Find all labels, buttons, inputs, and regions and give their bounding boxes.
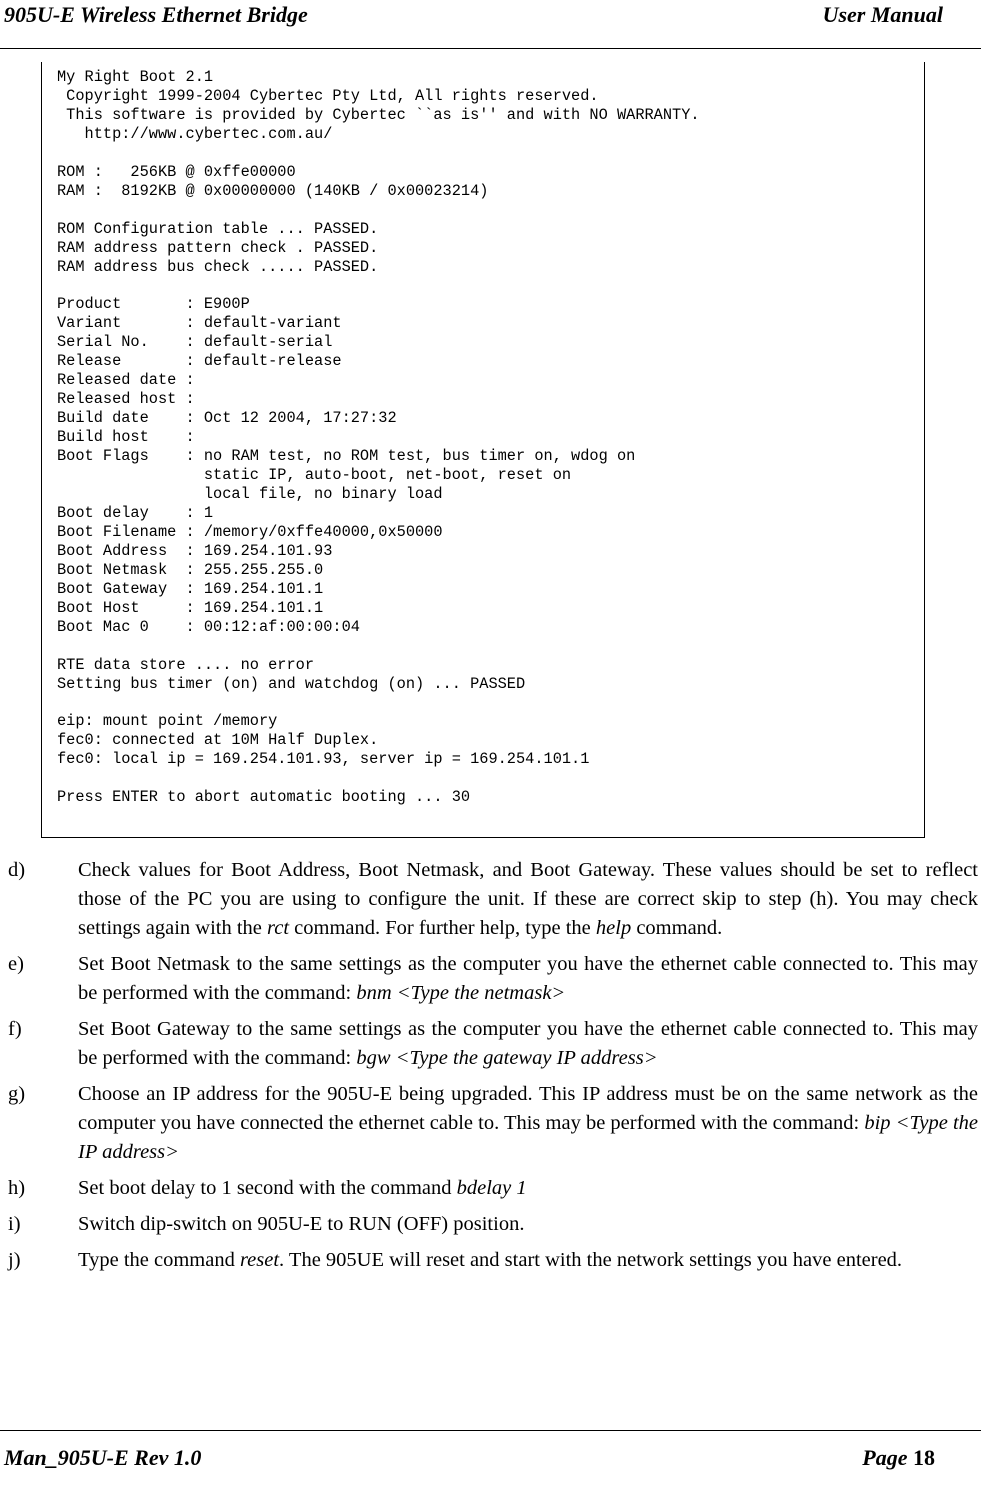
console-line: ROM Configuration table ... PASSED.	[57, 219, 379, 238]
console-line: RAM address bus check ..... PASSED.	[57, 257, 379, 276]
console-line: Released host :	[57, 390, 195, 409]
step-command-text: bnm <Type the netmask>	[356, 982, 566, 1004]
step-letter: g)	[8, 1083, 26, 1105]
instruction-steps	[8, 856, 978, 1282]
console-line: Setting bus timer (on) and watchdog (on) ... PASSED	[57, 674, 526, 693]
console-line: My Right Boot 2.1	[57, 68, 214, 86]
console-line: Boot Netmask : 255.255.255.0	[57, 560, 324, 579]
console-line: Product : E900P	[57, 295, 250, 314]
step-text: . The 905UE will reset and start with the network settings you have entered.	[279, 1249, 903, 1271]
step-command-text: bgw <Type the gateway IP address>	[356, 1047, 658, 1069]
console-line: Boot Filename : /memory/0xffe40000,0x50000	[57, 522, 443, 541]
step-text: command.	[631, 917, 723, 939]
console-line: Boot delay : 1	[57, 503, 214, 522]
console-line: eip: mount point /memory	[57, 712, 278, 731]
document-title: 905U-E Wireless Ethernet Bridge	[4, 2, 308, 27]
step-letter: j)	[8, 1249, 21, 1271]
console-line: Build host :	[57, 428, 195, 447]
page-number-value: 18	[913, 1445, 935, 1470]
console-line: Serial No. : default-serial	[57, 333, 333, 352]
step-command-text: reset	[239, 1249, 280, 1271]
console-line: Build date : Oct 12 2004, 17:27:32	[57, 409, 397, 428]
console-line: Boot Flags : no RAM test, no ROM test, bus timer on, wdog on	[57, 447, 636, 466]
console-line: Released date :	[57, 371, 195, 390]
step-command-text: rct	[267, 917, 290, 939]
console-line: ROM : 256KB @ 0xffe00000	[57, 162, 296, 181]
step-letter: e)	[8, 953, 24, 975]
console-line: RAM : 8192KB @ 0x00000000 (140KB / 0x00023214)	[57, 181, 489, 200]
step-letter: i)	[8, 1213, 21, 1235]
manual-type-label: User Manual	[822, 2, 943, 27]
step-item	[8, 1210, 978, 1239]
step-command-text: bdelay 1	[456, 1177, 527, 1199]
step-item	[8, 1080, 978, 1167]
console-line: Press ENTER to abort automatic booting ... 30	[57, 788, 471, 807]
step-letter: h)	[8, 1177, 26, 1199]
console-line: http://www.cybertec.com.au/	[57, 124, 333, 143]
step-item	[8, 856, 978, 943]
step-text: Choose an IP address for the 905U-E being upgraded. This IP address must be on the same network as the computer you have connected the ethernet cable to. This may be performed with the command:	[78, 1083, 978, 1134]
page-label: Page	[862, 1445, 908, 1470]
console-line: local file, no binary load	[57, 484, 443, 503]
page-footer	[0, 1430, 981, 1485]
document-revision: Man_905U-E Rev 1.0	[4, 1445, 202, 1470]
console-line: RAM address pattern check . PASSED.	[57, 238, 379, 257]
step-item	[8, 1246, 978, 1275]
console-line: fec0: connected at 10M Half Duplex.	[57, 731, 379, 750]
step-text: command. For further help, type the	[289, 917, 596, 939]
console-line: static IP, auto-boot, net-boot, reset on	[57, 466, 572, 485]
step-item	[8, 950, 978, 1008]
step-letter: f)	[8, 1018, 22, 1040]
step-text: Set Boot Gateway to the same settings as the computer you have the ethernet cable connected to. This may be performed with the command:	[78, 1018, 978, 1069]
step-letter: d)	[8, 859, 26, 881]
boot-console-output	[57, 68, 700, 807]
console-line: Copyright 1999-2004 Cybertec Pty Ltd, All rights reserved.	[57, 86, 599, 105]
step-item	[8, 1015, 978, 1073]
page-number	[862, 1445, 935, 1471]
console-line: Release : default-release	[57, 352, 342, 371]
console-line: This software is provided by Cybertec ``as is'' and with NO WARRANTY.	[57, 105, 700, 124]
step-text: Type the command	[78, 1249, 240, 1271]
console-line: Boot Gateway : 169.254.101.1	[57, 579, 324, 598]
console-line: RTE data store .... no error	[57, 655, 315, 674]
console-line: Boot Address : 169.254.101.93	[57, 541, 333, 560]
step-text: Switch dip-switch on 905U-E to RUN (OFF) position.	[78, 1213, 525, 1235]
boot-console-box	[41, 62, 925, 838]
step-text: Set boot delay to 1 second with the command	[78, 1177, 457, 1199]
console-line: Boot Mac 0 : 00:12:af:00:00:04	[57, 617, 360, 636]
console-line: Variant : default-variant	[57, 314, 342, 333]
step-command-text: help	[595, 917, 632, 939]
page-header	[0, 0, 981, 49]
console-line: fec0: local ip = 169.254.101.93, server ip = 169.254.101.1	[57, 750, 590, 769]
step-text: Set Boot Netmask to the same settings as the computer you have the ethernet cable connected to. This may be performed with the command:	[78, 953, 978, 1004]
console-line: Boot Host : 169.254.101.1	[57, 598, 324, 617]
step-command-text: bip <Type the IP address>	[78, 1112, 978, 1163]
step-text: Check values for Boot Address, Boot Netmask, and Boot Gateway. These values should be set to reflect those of the PC you are using to configure the unit. If these are correct skip to step (h). You may check settings again with the	[78, 859, 978, 939]
step-item	[8, 1174, 978, 1203]
